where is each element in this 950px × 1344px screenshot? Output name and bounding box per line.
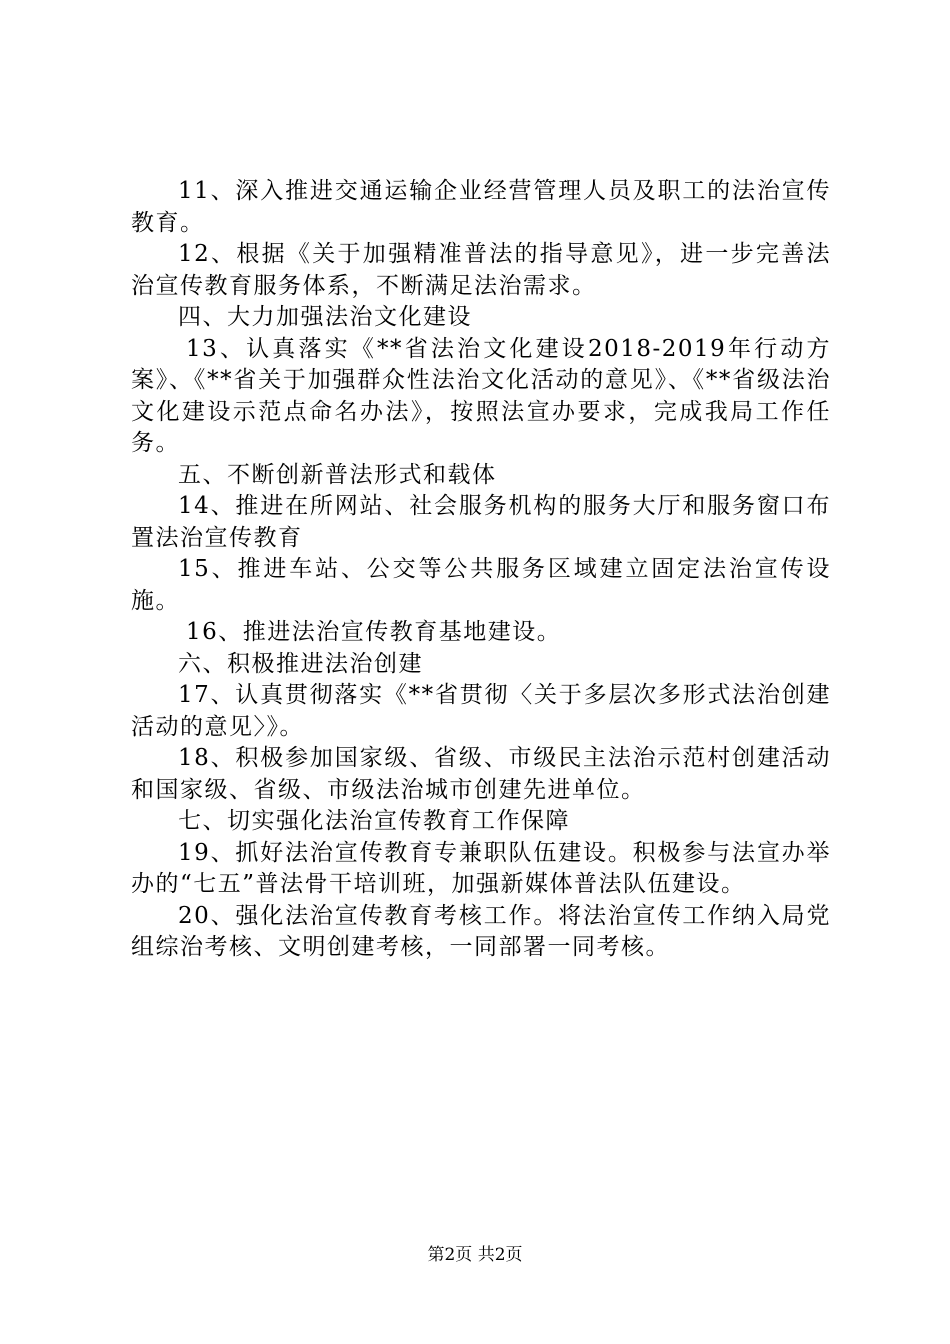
paragraph-20: 20、强化法治宣传教育考核工作。将法治宣传工作纳入局党组综治考核、文明创建考核，一同部署一同考核。 <box>131 902 831 960</box>
section-heading-4: 四、大力加强法治文化建设 <box>178 304 472 330</box>
paragraph-11: 11、深入推进交通运输企业经营管理人员及职工的法治宣传教育。 <box>131 178 831 236</box>
section-heading-7: 七、切实强化法治宣传教育工作保障 <box>178 808 570 834</box>
paragraph-13: 13、认真落实《**省法治文化建设2018-2019年行动方案》、《**省关于加强群众性法治文化活动的意见》、《**省级法治文化建设示范点命名办法》，按照法宣办要求，完成我局工作任务。 <box>131 335 831 456</box>
section-heading-6: 六、积极推进法治创建 <box>178 650 423 677</box>
paragraph-12: 12、根据《关于加强精准普法的指导意见》，进一步完善法治宣传教育服务体系，不断满足法治需求。 <box>131 241 831 299</box>
paragraph-14: 14、推进在所网站、社会服务机构的服务大厅和服务窗口布置法治宣传教育 <box>131 493 831 551</box>
page-number-footer: 第2页 共2页 <box>427 1245 523 1265</box>
paragraph-16: 16、推进法治宣传教育基地建设。 <box>186 619 562 645</box>
paragraph-17: 17、认真贯彻落实《**省贯彻〈关于多层次多形式法治创建活动的意见〉》。 <box>131 682 831 740</box>
paragraph-19: 19、抓好法治宣传教育专兼职队伍建设。积极参与法宣办举办的“七五”普法骨干培训班，加强新媒体普法队伍建设。 <box>131 839 831 897</box>
paragraph-15: 15、推进车站、公交等公共服务区域建立固定法治宣传设施。 <box>131 556 831 614</box>
document-body <box>131 176 831 964</box>
section-heading-5: 五、不断创新普法形式和载体 <box>178 461 497 488</box>
paragraph-18: 18、积极参加国家级、省级、市级民主法治示范村创建活动和国家级、省级、市级法治城市创建先进单位。 <box>131 745 831 803</box>
